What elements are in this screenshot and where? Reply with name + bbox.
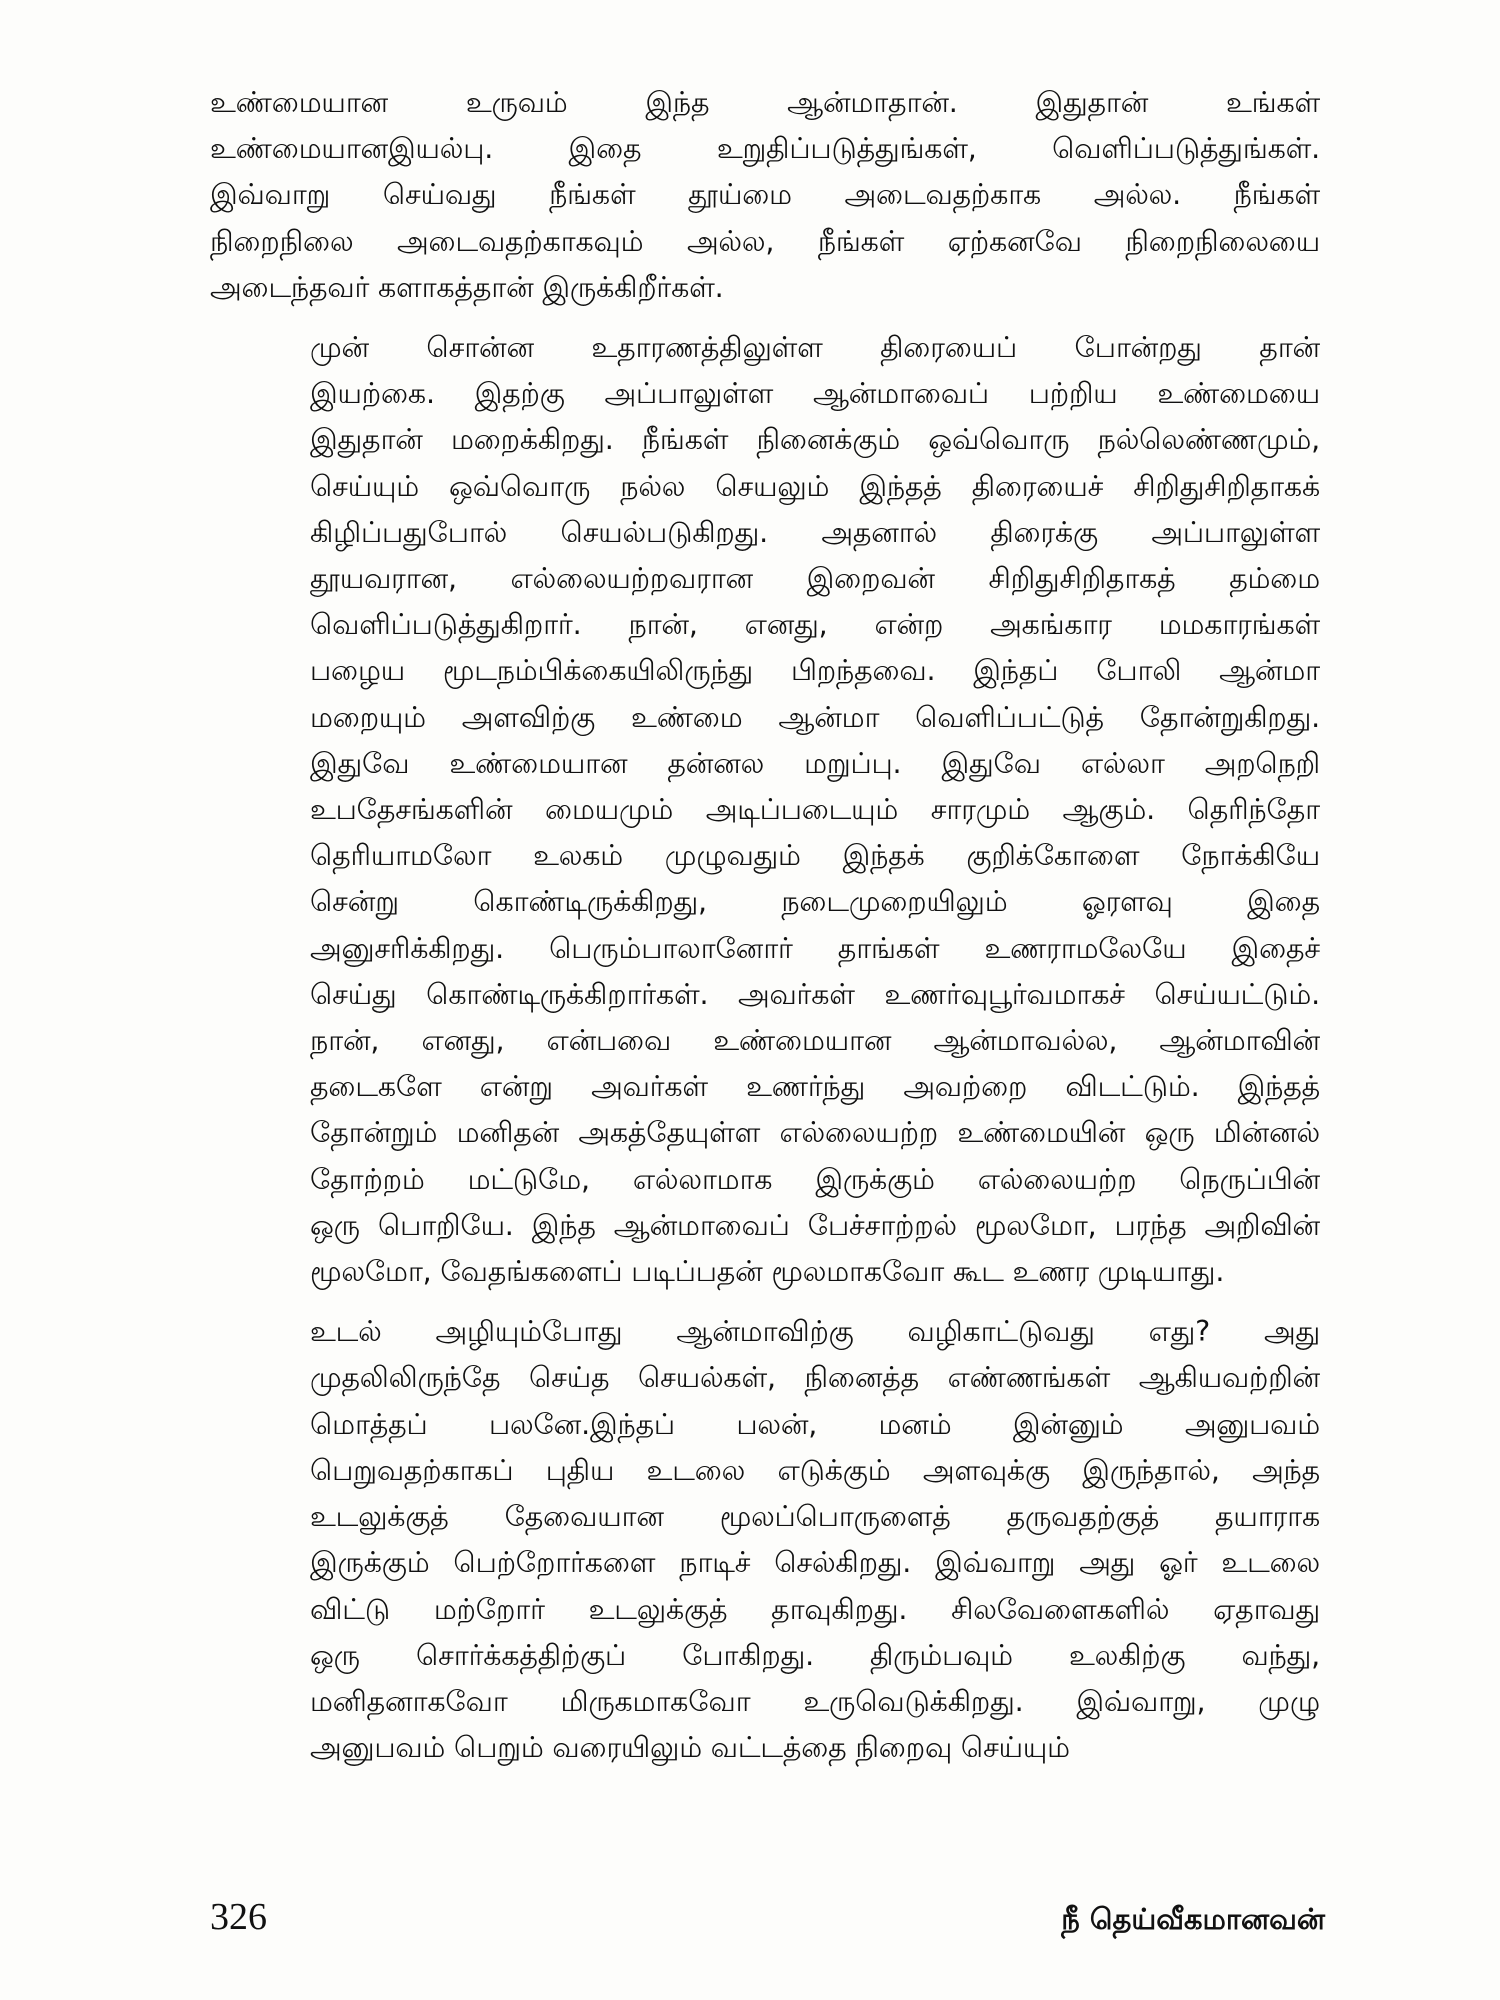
text-line: பெறுவதற்காகப் புதிய உடலை எடுக்கும் அளவுக்கு இருந்தால், அந்த — [310, 1453, 1320, 1487]
text-line: உடல் அழியும்போது ஆன்மாவிற்கு வழிகாட்டுவது எது? அது — [310, 1315, 1320, 1349]
text-line: மொத்தப் பலனே.இந்தப் பலன், மனம் இன்னும் அனுபவம் — [310, 1407, 1320, 1441]
text-line: அனுசரிக்கிறது. பெரும்பாலானோர் தாங்கள் உணராமலேயே இதைச் — [310, 931, 1320, 965]
text-line: தூயவரான, எல்லையற்றவரான இறைவன் சிறிதுசிறிதாகத் தம்மை — [310, 562, 1320, 596]
text-line: இயற்கை. இதற்கு அப்பாலுள்ள ஆன்மாவைப் பற்றிய உண்மையை — [310, 377, 1320, 411]
text-line: இருக்கும் பெற்றோர்களை நாடிச் செல்கிறது. இவ்வாறு அது ஓர் உடலை — [310, 1546, 1320, 1580]
text-line: சென்று கொண்டிருக்கிறது, நடைமுறையிலும் ஓரளவு இதை — [310, 885, 1320, 919]
text-line: அடைந்தவர் களாகத்தான் இருக்கிறீர்கள். — [210, 270, 724, 304]
text-line: உபதேசங்களின் மையமும் அடிப்படையும் சாரமும் ஆகும். தெரிந்தோ — [310, 793, 1320, 827]
text-line: தடைகளே என்று அவர்கள் உணர்ந்து அவற்றை விடட்டும். இந்தத் — [310, 1070, 1320, 1104]
text-line: மூலமோ, வேதங்களைப் படிப்பதன் மூலமாகவோ கூட உணர முடியாது. — [310, 1255, 1225, 1289]
book-title-footer: நீ தெய்வீகமானவன் — [1061, 1902, 1325, 1936]
body-text — [210, 80, 1320, 1785]
text-line: மறையும் அளவிற்கு உண்மை ஆன்மா வெளிப்பட்டுத் தோன்றுகிறது. — [310, 700, 1320, 734]
paragraph — [210, 80, 1320, 311]
text-line: ஒரு பொறியே. இந்த ஆன்மாவைப் பேச்சாற்றல் மூலமோ, பரந்த அறிவின் — [310, 1208, 1320, 1242]
text-line: நிறைநிலை அடைவதற்காகவும் அல்ல, நீங்கள் ஏற்கனவே நிறைநிலையை — [210, 224, 1320, 258]
paragraph — [210, 1309, 1320, 1771]
text-line: உண்மையான உருவம் இந்த ஆன்மாதான். இதுதான் உங்கள் — [210, 86, 1320, 119]
text-line: ஒரு சொர்க்கத்திற்குப் போகிறது. திரும்பவும் உலகிற்கு வந்து, — [310, 1638, 1320, 1672]
text-line: இதுவே உண்மையான தன்னல மறுப்பு. இதுவே எல்லா அறநெறி — [310, 746, 1320, 780]
text-line: செய்து கொண்டிருக்கிறார்கள். அவர்கள் உணர்வுபூர்வமாகச் செய்யட்டும். — [310, 977, 1320, 1011]
text-line: தெரியாமலோ உலகம் முழுவதும் இந்தக் குறிக்கோளை நோக்கியே — [310, 839, 1320, 873]
text-line: மனிதனாகவோ மிருகமாகவோ உருவெடுக்கிறது. இவ்வாறு, முழு — [310, 1684, 1320, 1718]
text-line: தோற்றம் மட்டுமே, எல்லாமாக இருக்கும் எல்லையற்ற நெருப்பின் — [310, 1162, 1320, 1196]
text-line: அனுபவம் பெறும் வரையிலும் வட்டத்தை நிறைவு செய்யும் — [310, 1731, 1070, 1765]
text-line: வெளிப்படுத்துகிறார். நான், எனது, என்ற அகங்கார மமகாரங்கள் — [310, 608, 1320, 642]
text-line: தோன்றும் மனிதன் அகத்தேயுள்ள எல்லையற்ற உண்மையின் ஒரு மின்னல் — [310, 1116, 1320, 1150]
text-line: விட்டு மற்றோர் உடலுக்குத் தாவுகிறது. சிலவேளைகளில் ஏதாவது — [310, 1592, 1320, 1626]
text-line: பழைய மூடநம்பிக்கையிலிருந்து பிறந்தவை. இந்தப் போலி ஆன்மா — [310, 654, 1320, 688]
page-number: 326 — [210, 1896, 267, 1938]
text-line: செய்யும் ஒவ்வொரு நல்ல செயலும் இந்தத் திரையைச் சிறிதுசிறிதாகக் — [310, 469, 1320, 503]
text-line: நான், எனது, என்பவை உண்மையான ஆன்மாவல்ல, ஆன்மாவின் — [310, 1024, 1320, 1058]
text-line: உண்மையானஇயல்பு. இதை உறுதிப்படுத்துங்கள், வெளிப்படுத்துங்கள். — [210, 132, 1320, 166]
text-line: இதுதான் மறைக்கிறது. நீங்கள் நினைக்கும் ஒவ்வொரு நல்லெண்ணமும், — [310, 423, 1320, 457]
paragraph — [210, 325, 1320, 1295]
text-line: கிழிப்பதுபோல் செயல்படுகிறது. அதனால் திரைக்கு அப்பாலுள்ள — [310, 515, 1320, 549]
text-line: முன் சொன்ன உதாரணத்திலுள்ள திரையைப் போன்றது தான் — [310, 331, 1320, 365]
text-line: உடலுக்குத் தேவையான மூலப்பொருளைத் தருவதற்குத் தயாராக — [310, 1500, 1320, 1534]
text-line: முதலிலிருந்தே செய்த செயல்கள், நினைத்த எண்ணங்கள் ஆகியவற்றின் — [310, 1361, 1320, 1395]
text-line: இவ்வாறு செய்வது நீங்கள் தூய்மை அடைவதற்காக அல்ல. நீங்கள் — [210, 178, 1320, 212]
